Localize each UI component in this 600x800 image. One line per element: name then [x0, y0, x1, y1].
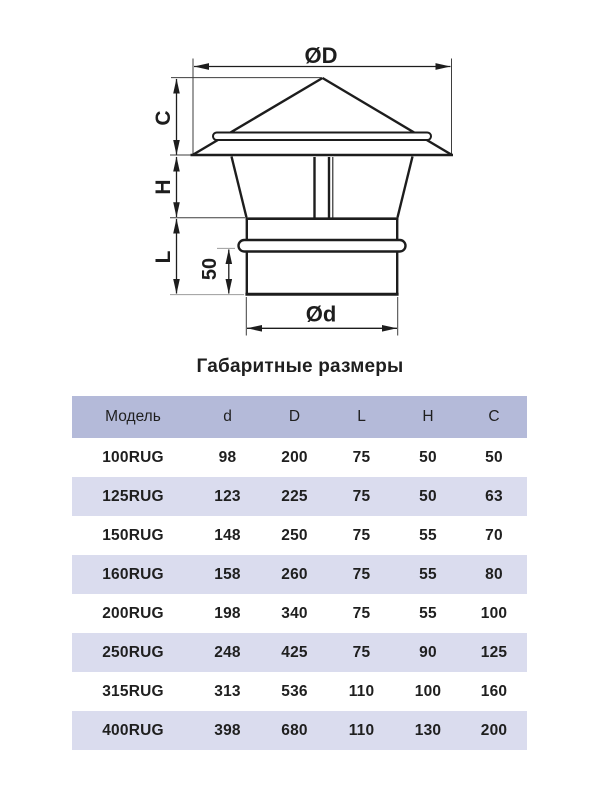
cell-model: 125RUG — [102, 487, 164, 505]
header-C: C — [488, 408, 500, 425]
arrow-od-right — [436, 63, 451, 70]
cell-d: 148 — [214, 526, 241, 544]
cell-model: 200RUG — [102, 604, 164, 622]
cell-L: 75 — [352, 526, 371, 544]
label-cone-height: C — [152, 110, 175, 126]
label-socket-depth: 50 — [199, 257, 221, 281]
cell-H: 55 — [419, 565, 437, 583]
label-small-diameter: Ød — [305, 301, 337, 327]
cell-C: 100 — [480, 604, 508, 622]
label-pipe-length: L — [152, 250, 175, 264]
header-D: D — [288, 408, 301, 425]
cell-model: 400RUG — [102, 721, 164, 739]
cell-C: 80 — [485, 565, 503, 583]
dimension-drawing — [0, 0, 600, 345]
cell-H: 50 — [419, 487, 437, 505]
cell-L: 110 — [348, 721, 375, 739]
cell-L: 75 — [352, 448, 371, 466]
cell-model: 150RUG — [102, 526, 164, 544]
label-big-diameter: ØD — [304, 43, 338, 68]
arrow-h-bottom — [173, 202, 180, 217]
cell-L: 75 — [352, 565, 371, 583]
cell-C: 63 — [485, 487, 503, 505]
cell-D: 200 — [281, 448, 308, 466]
cell-D: 250 — [281, 526, 308, 544]
label-neck-height: H — [152, 179, 175, 195]
cell-d: 98 — [218, 448, 237, 466]
cell-L: 110 — [348, 682, 375, 700]
table-row — [72, 477, 527, 516]
table-row — [72, 672, 527, 711]
rolled-bead — [239, 240, 406, 252]
cell-C: 160 — [480, 682, 508, 700]
header-d: d — [223, 408, 232, 425]
arrow-od-left — [194, 63, 209, 70]
cell-model: 160RUG — [102, 565, 164, 583]
skirt-left-edge — [232, 157, 247, 218]
cell-H: 100 — [414, 682, 442, 700]
table-row — [72, 711, 527, 750]
cell-D: 340 — [281, 604, 308, 622]
header-H: H — [422, 408, 434, 425]
cone-outline — [193, 78, 453, 155]
table-row — [72, 516, 527, 555]
cell-H: 90 — [419, 643, 437, 661]
cell-L: 75 — [352, 487, 371, 505]
cell-d: 123 — [214, 487, 241, 505]
cell-d: 158 — [214, 565, 241, 583]
cell-d: 398 — [214, 721, 241, 739]
table-row — [72, 633, 527, 672]
cell-C: 70 — [485, 526, 503, 544]
cell-L: 75 — [352, 643, 371, 661]
header-L: L — [357, 408, 366, 425]
cell-model: 250RUG — [102, 643, 164, 661]
cell-H: 50 — [419, 448, 437, 466]
cell-d: 198 — [214, 604, 241, 622]
cell-d: 248 — [214, 643, 241, 661]
cell-H: 55 — [419, 526, 437, 544]
table-header-row — [72, 396, 527, 438]
arrow-c-top — [173, 79, 180, 94]
arrow-50-top — [226, 249, 233, 264]
arrow-smalld-right — [382, 325, 397, 332]
table-row — [72, 594, 527, 633]
cell-D: 680 — [281, 721, 308, 739]
arrow-50-bottom — [226, 279, 233, 294]
cell-H: 130 — [414, 721, 442, 739]
cell-D: 425 — [281, 643, 308, 661]
cell-C: 50 — [485, 448, 503, 466]
cell-C: 125 — [480, 643, 508, 661]
cap-lip — [213, 133, 431, 141]
cell-D: 225 — [281, 487, 308, 505]
table-row — [72, 438, 527, 477]
cell-D: 536 — [281, 682, 308, 700]
cell-model: 100RUG — [102, 448, 164, 466]
arrow-l-top — [173, 219, 180, 234]
skirt-right-edge — [398, 157, 413, 218]
table-title: Габаритные размеры — [196, 356, 404, 377]
arrow-h-top — [173, 157, 180, 172]
cell-d: 313 — [214, 682, 241, 700]
header-model: Модель — [105, 408, 161, 425]
dimension-arrowheads — [173, 63, 450, 332]
size-table — [72, 396, 527, 750]
arrow-c-bottom — [173, 140, 180, 155]
cell-model: 315RUG — [102, 682, 164, 700]
arrow-l-bottom — [173, 279, 180, 294]
cell-L: 75 — [352, 604, 371, 622]
cell-H: 55 — [419, 604, 437, 622]
arrow-smalld-left — [247, 325, 262, 332]
cell-D: 260 — [281, 565, 308, 583]
table-row — [72, 555, 527, 594]
cell-C: 200 — [480, 721, 508, 739]
